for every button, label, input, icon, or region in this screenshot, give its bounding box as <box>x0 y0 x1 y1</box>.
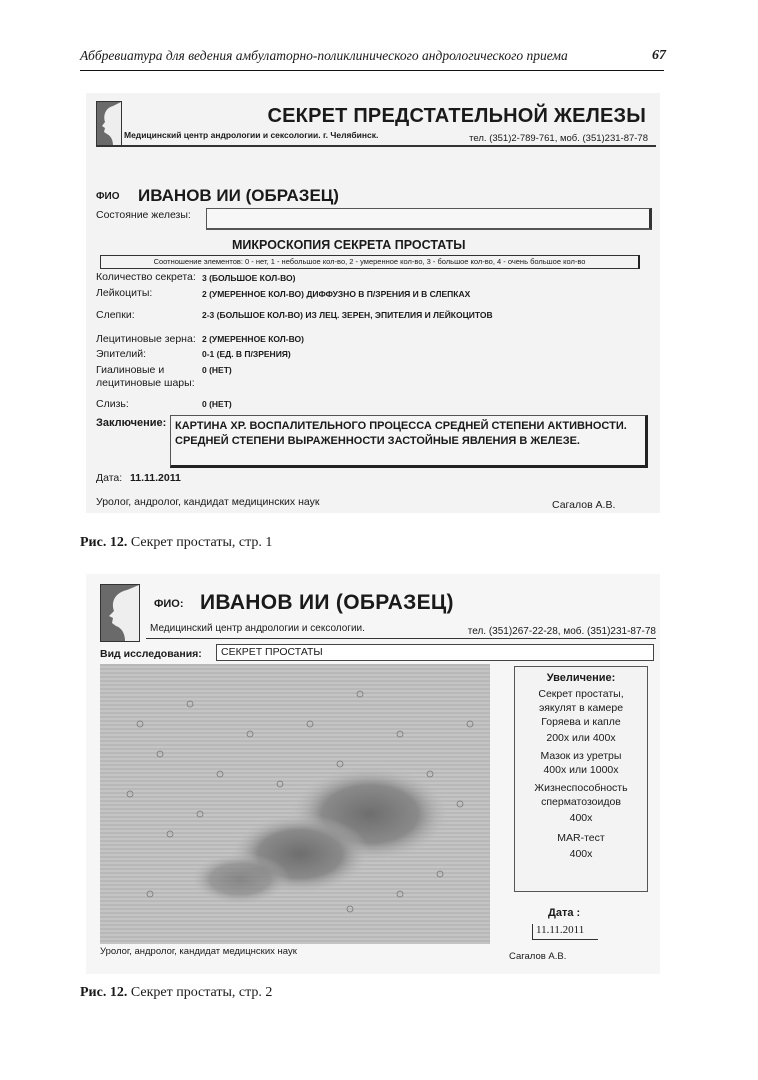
conclusion-line: СРЕДНЕЙ СТЕПЕНИ ВЫРАЖЕННОСТИ ЗАСТОЙНЫЕ ЯВЛЕНИЯ В ЖЕЛЕЗЕ. <box>175 435 580 447</box>
row-label: Слепки: <box>96 309 135 321</box>
row-value: 2-3 (БОЛЬШОЕ КОЛ-ВО) ИЗ ЛЕЦ. ЗЕРЕН, ЭПИТЕЛИЯ И ЛЕЙКОЦИТОВ <box>202 310 493 320</box>
clinic-name: Медицинский центр андрологии и сексологии. г. Челябинск. <box>124 130 379 140</box>
gland-state-field <box>206 208 652 230</box>
date-label: Дата : <box>548 907 581 919</box>
page-number: 67 <box>652 48 666 63</box>
magnification-line: Горяева и капле <box>541 716 621 728</box>
row-label: Гиалиновые и <box>96 364 165 376</box>
caption-number: Рис. 12. <box>80 535 128 550</box>
magnification-line: Мазок из уретры <box>540 750 622 762</box>
study-type-field: СЕКРЕТ ПРОСТАТЫ <box>216 644 654 661</box>
magnification-line: эякулят в камере <box>538 702 624 714</box>
doctor-name: Сагалов А.В. <box>509 951 567 962</box>
date-value: 11.11.2011 <box>532 924 598 940</box>
conclusion-label: Заключение: <box>96 417 167 429</box>
patient-name: ИВАНОВ ИИ (ОБРАЗЕЦ) <box>138 186 339 205</box>
magnification-line: Секрет простаты, <box>538 688 624 700</box>
figure-1-caption <box>80 535 272 551</box>
date-label: Дата: <box>96 472 123 484</box>
study-type-label: Вид исследования: <box>100 648 202 660</box>
clinic-name: Медицинский центр андрологии и сексологии. <box>150 623 365 634</box>
doctor-title: Уролог, андролог, кандидат медицинских наук <box>96 496 320 508</box>
row-label-continued: лецитиновые шары: <box>96 377 195 389</box>
magnification-line: 400х <box>569 848 593 860</box>
clinic-logo-icon <box>100 584 140 642</box>
magnification-line: Жизнеспособность <box>534 782 628 794</box>
form-title: СЕКРЕТ ПРЕДСТАТЕЛЬНОЙ ЖЕЛЕЗЫ <box>267 105 646 127</box>
clinic-phone: тел. (351)267-22-28, моб. (351)231-87-78 <box>467 626 656 637</box>
caption-text: Секрет простаты, стр. 1 <box>130 535 273 550</box>
fio-label: ФИО <box>96 191 120 202</box>
ratio-legend: Соотношение элементов: 0 - нет, 1 - небольшое кол-во, 2 - умеренное кол-во, 3 - большое кол-во, 4 - очень большое кол-во <box>100 255 640 269</box>
title-rule <box>96 145 656 147</box>
magnification-line: 400х <box>569 812 593 824</box>
row-value: 2 (УМЕРЕННОЕ КОЛ-ВО) <box>202 334 304 344</box>
fio-label: ФИО: <box>154 598 184 610</box>
magnification-line: сперматозоидов <box>541 796 621 808</box>
microscopy-image <box>100 664 490 944</box>
magnification-line: MAR-тест <box>557 832 605 844</box>
row-label: Лейкоциты: <box>96 287 153 299</box>
conclusion-box <box>170 415 648 468</box>
microscopy-title: МИКРОСКОПИЯ СЕКРЕТА ПРОСТАТЫ <box>232 238 466 252</box>
row-value: 2 (УМЕРЕННОЕ КОЛ-ВО) ДИФФУЗНО В П/ЗРЕНИЯ И В СЛЕПКАХ <box>202 289 471 299</box>
row-value: 3 (БОЛЬШОЕ КОЛ-ВО) <box>202 273 296 283</box>
conclusion-line: КАРТИНА ХР. ВОСПАЛИТЕЛЬНОГО ПРОЦЕССА СРЕДНЕЙ СТЕПЕНИ АКТИВНОСТИ. <box>175 420 627 432</box>
magnification-line: 400х или 1000х <box>543 764 619 776</box>
row-value: 0-1 (ЕД. В П/ЗРЕНИЯ) <box>202 349 291 359</box>
figure-2-caption <box>80 985 272 1001</box>
header-rule <box>80 70 664 71</box>
magnification-line: 200х или 400х <box>546 732 616 744</box>
figure-1-form <box>86 93 660 513</box>
row-label: Слизь: <box>96 398 129 410</box>
row-value: 0 (НЕТ) <box>202 365 232 375</box>
doctor-title: Уролог, андролог, кандидат медицнских наук <box>100 946 297 957</box>
title-rule <box>146 638 656 639</box>
patient-name: ИВАНОВ ИИ (ОБРАЗЕЦ) <box>200 591 454 614</box>
figure-2-form <box>86 574 660 974</box>
magnification-title: Увеличение: <box>546 672 616 684</box>
row-label: Количество секрета: <box>96 271 196 283</box>
gland-state-label: Состояние железы: <box>96 209 191 221</box>
row-label: Лецитиновые зерна: <box>96 333 196 345</box>
caption-number: Рис. 12. <box>80 985 128 1000</box>
row-value: 0 (НЕТ) <box>202 399 232 409</box>
clinic-logo-icon <box>96 101 122 147</box>
row-label: Эпителий: <box>96 348 147 360</box>
date-value: 11.11.2011 <box>130 472 181 484</box>
clinic-phone: тел. (351)2-789-761, моб. (351)231-87-78 <box>469 133 648 144</box>
magnification-box <box>514 666 648 892</box>
doctor-name: Сагалов А.В. <box>552 499 616 511</box>
running-head: Аббревиатура для ведения амбулаторно-поликлинического андрологического приема <box>80 48 568 63</box>
caption-text: Секрет простаты, стр. 2 <box>130 985 273 1000</box>
